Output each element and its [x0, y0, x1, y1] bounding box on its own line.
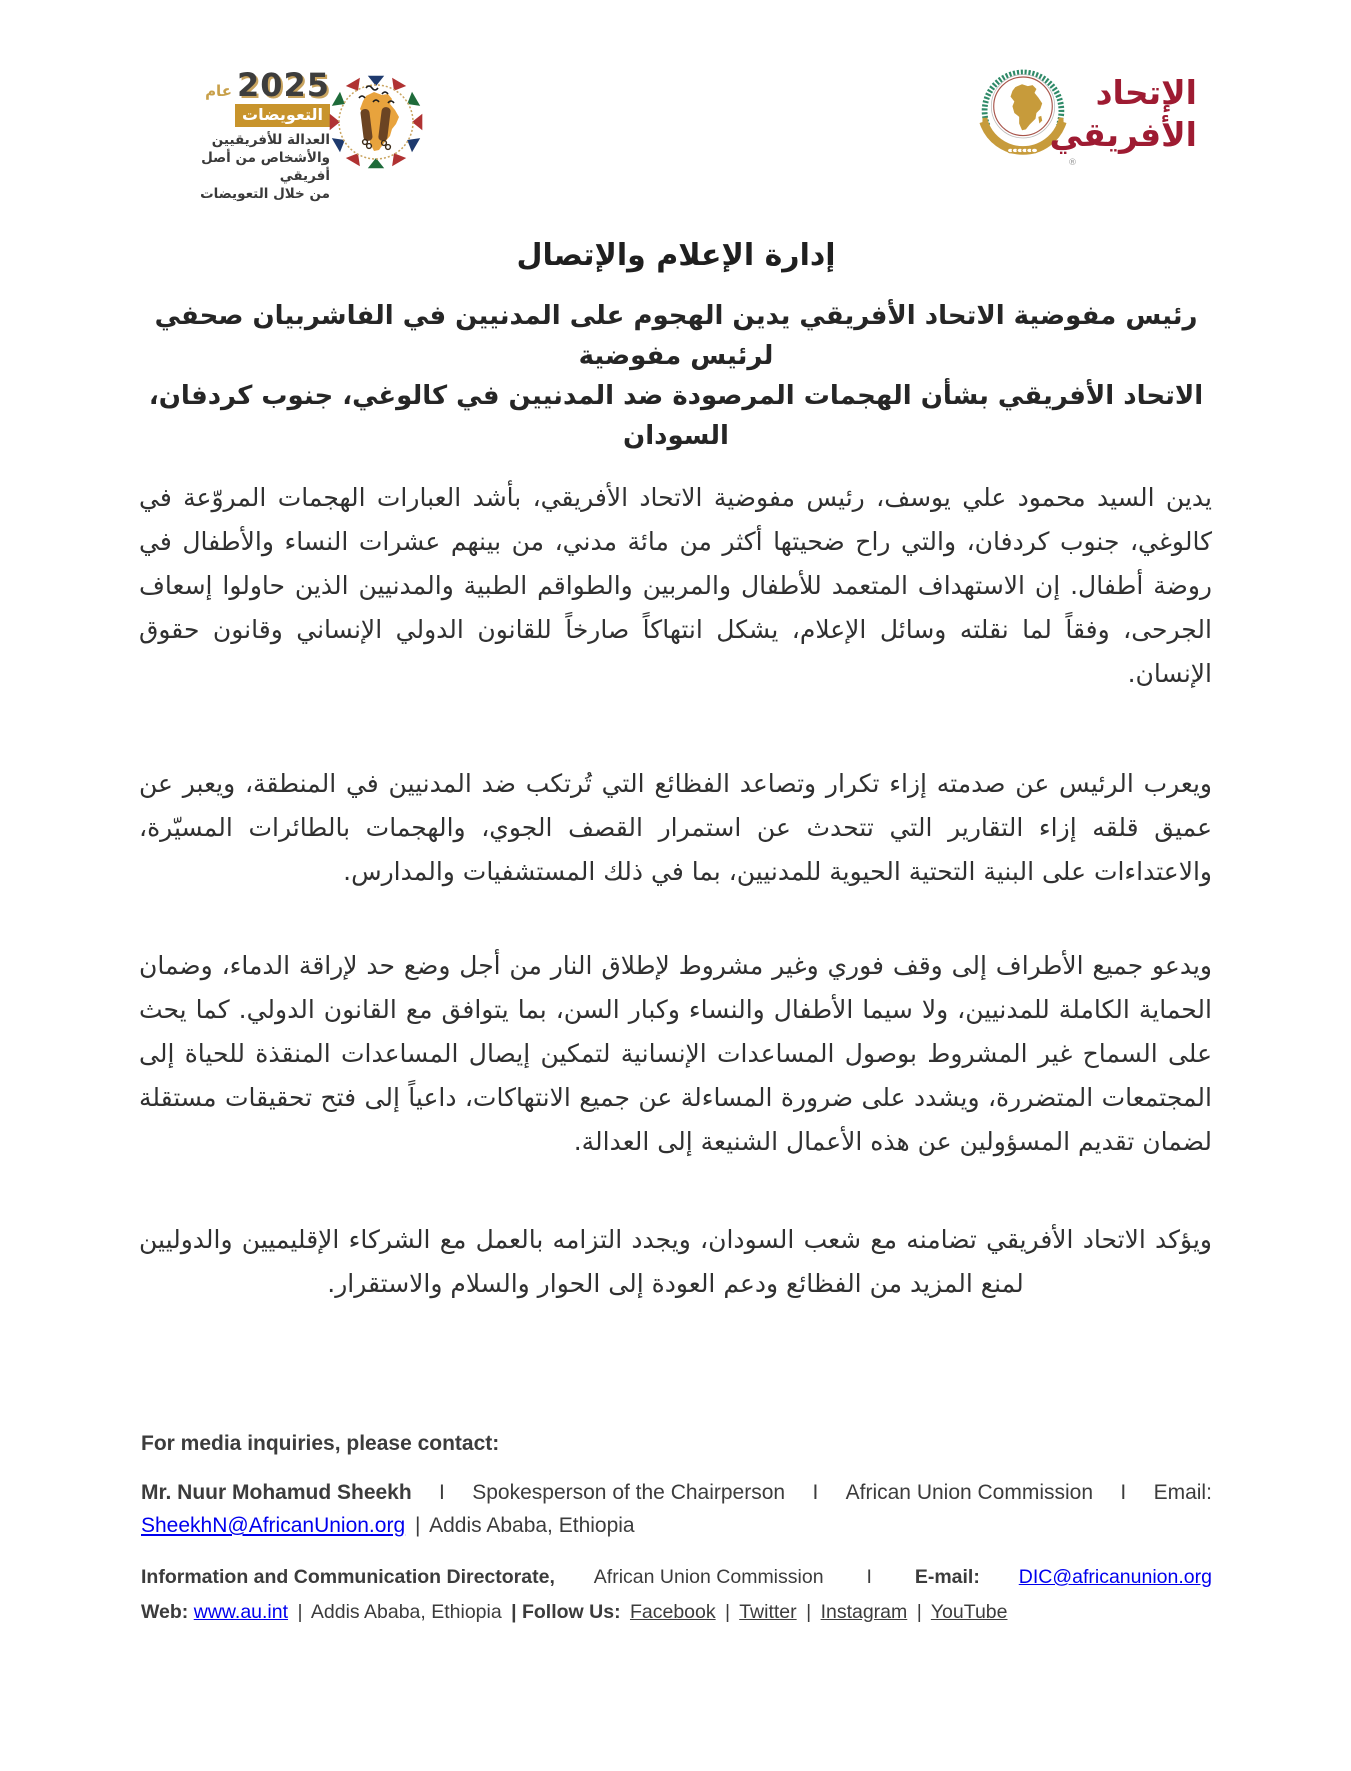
- directorate-name: Information and Communication Directorate,: [141, 1566, 555, 1588]
- body-paragraph-1: يدين السيد محمود علي يوسف، رئيس مفوضية الاتحاد الأفريقي، بأشد العبارات الهجمات المروّعة في كالوغي، جنوب كردفان، والتي راح ضحيتها أكثر من مائة مدني، من بينهم عشرات النساء والأطفال في روضة أطفال. إن الاستهداف المتعمد للأطفال والمربين والطواقم الطبية والمدنيين الذين حاولوا إسعاف الجرحى، وفقاً لما نقلته وسائل الإعلام، يشكل انتهاكاً صارخاً للقانون الدولي الإنساني وقانون حقوق الإنسان.: [139, 483, 1212, 688]
- registered-mark: ®: [1068, 158, 1077, 168]
- website-link[interactable]: www.au.int: [193, 1601, 289, 1623]
- footer-line-1: [141, 1566, 1212, 1589]
- separator: I: [439, 1481, 445, 1504]
- separator: I: [866, 1566, 872, 1588]
- separator: I: [812, 1481, 819, 1504]
- body-paragraph-2: ويعرب الرئيس عن صدمته إزاء تكرار وتصاعد الفظائع التي تُرتكب ضد المدنيين في المنطقة، ويعبر عن عميق قلقه إزاء التقارير التي تتحدث عن استمرار القصف الجوي، والهجمات بالطائرات المسيّرة، والاعتداءات على البنية التحتية الحيوية للمدنيين، بما في ذلك المستشفيات والمدارس.: [139, 769, 1212, 886]
- separator: |: [806, 1601, 812, 1623]
- contact-location: Addis Ababa, Ethiopia: [429, 1514, 635, 1537]
- footer-location: Addis Ababa, Ethiopia: [310, 1601, 502, 1623]
- african-union-wordmark: [1049, 72, 1197, 156]
- theme-title-badge: التعويضات: [235, 104, 330, 127]
- theme-subtitle-line: والأشخاص من أصل أفريقي: [201, 150, 330, 184]
- theme-subtitle-line: العدالة للأفريقيين: [211, 132, 330, 148]
- african-union-logo: [975, 62, 1197, 164]
- contact-line-2: [141, 1514, 635, 1538]
- page-title: إدارة الإعلام والإتصال: [516, 238, 836, 273]
- separator: |: [414, 1514, 421, 1537]
- email-label: Email:: [1153, 1481, 1212, 1504]
- spokesperson-email-link[interactable]: SheekhN@AfricanUnion.org: [141, 1514, 406, 1537]
- theme-2025-logo: [178, 66, 426, 203]
- follow-us-label: | Follow Us:: [511, 1601, 621, 1623]
- facebook-link[interactable]: Facebook: [629, 1601, 716, 1623]
- web-label: Web:: [141, 1601, 189, 1623]
- headline-line2: الاتحاد الأفريقي بشأن الهجمات المرصودة ضد المدنيين في كالوغي، جنوب كردفان، السودان: [148, 381, 1204, 451]
- theme-subtitle-line: من خلال التعويضات: [200, 186, 330, 202]
- au-wordmark-line1: الإتحاد: [1095, 73, 1197, 112]
- media-inquiries-heading: For media inquiries, please contact:: [141, 1432, 500, 1455]
- theme-year-label: عام: [205, 82, 232, 100]
- youtube-link[interactable]: YouTube: [930, 1601, 1008, 1623]
- spokesperson-role: Spokesperson of the Chairperson: [472, 1481, 786, 1504]
- press-release-headline: [140, 296, 1212, 456]
- body-paragraph-3: ويدعو جميع الأطراف إلى وقف فوري وغير مشروط لإطلاق النار من أجل وضع حد لإراقة الدماء، وضمان الحماية الكاملة للمدنيين، ولا سيما الأطفال والنساء وكبار السن، بما يتوافق مع القانون الدولي. كما يحث على السماح غير المشروط بوصول المساعدات الإنسانية لتمكين إيصال المساعدات المنقذة للحياة إلى المجتمعات المتضررة، ويشدد على ضرورة المساءلة عن جميع الانتهاكات، داعياً إلى فتح تحقيقات مستقلة لضمان تقديم المسؤولين عن هذه الأعمال الشنيعة إلى العدالة.: [139, 951, 1212, 1156]
- organization-name: African Union Commission: [845, 1481, 1094, 1504]
- directorate-email-link[interactable]: DIC@africanunion.org: [1018, 1566, 1212, 1588]
- spokesperson-name: Mr. Nuur Mohamud Sheekh: [141, 1481, 412, 1504]
- footer-line-2: [141, 1601, 1007, 1624]
- separator: |: [297, 1601, 303, 1623]
- theme-year: 2025: [236, 66, 330, 104]
- separator: |: [725, 1601, 731, 1623]
- theme-2025-text: [178, 66, 330, 203]
- twitter-link[interactable]: Twitter: [739, 1601, 797, 1623]
- organization-name: African Union Commission: [593, 1566, 824, 1588]
- separator: |: [916, 1601, 922, 1623]
- headline-line1: رئيس مفوضية الاتحاد الأفريقي يدين الهجوم على المدنيين في الفاشربيان صحفي لرئيس مفوضية: [154, 301, 1198, 371]
- au-wordmark-line2: الأفريقي: [1049, 115, 1197, 154]
- separator: I: [1120, 1481, 1127, 1504]
- footer-email-label: E-mail:: [914, 1566, 980, 1588]
- instagram-link[interactable]: Instagram: [820, 1601, 908, 1623]
- reparations-emblem-icon: [326, 72, 426, 172]
- contact-line: [141, 1481, 1212, 1505]
- body-paragraph-4: ويؤكد الاتحاد الأفريقي تضامنه مع شعب السودان، ويجدد التزامه بالعمل مع الشركاء الإقليميين والدوليين لمنع المزيد من الفظائع ودعم العودة إلى الحوار والسلام والاستقرار.: [139, 1225, 1212, 1298]
